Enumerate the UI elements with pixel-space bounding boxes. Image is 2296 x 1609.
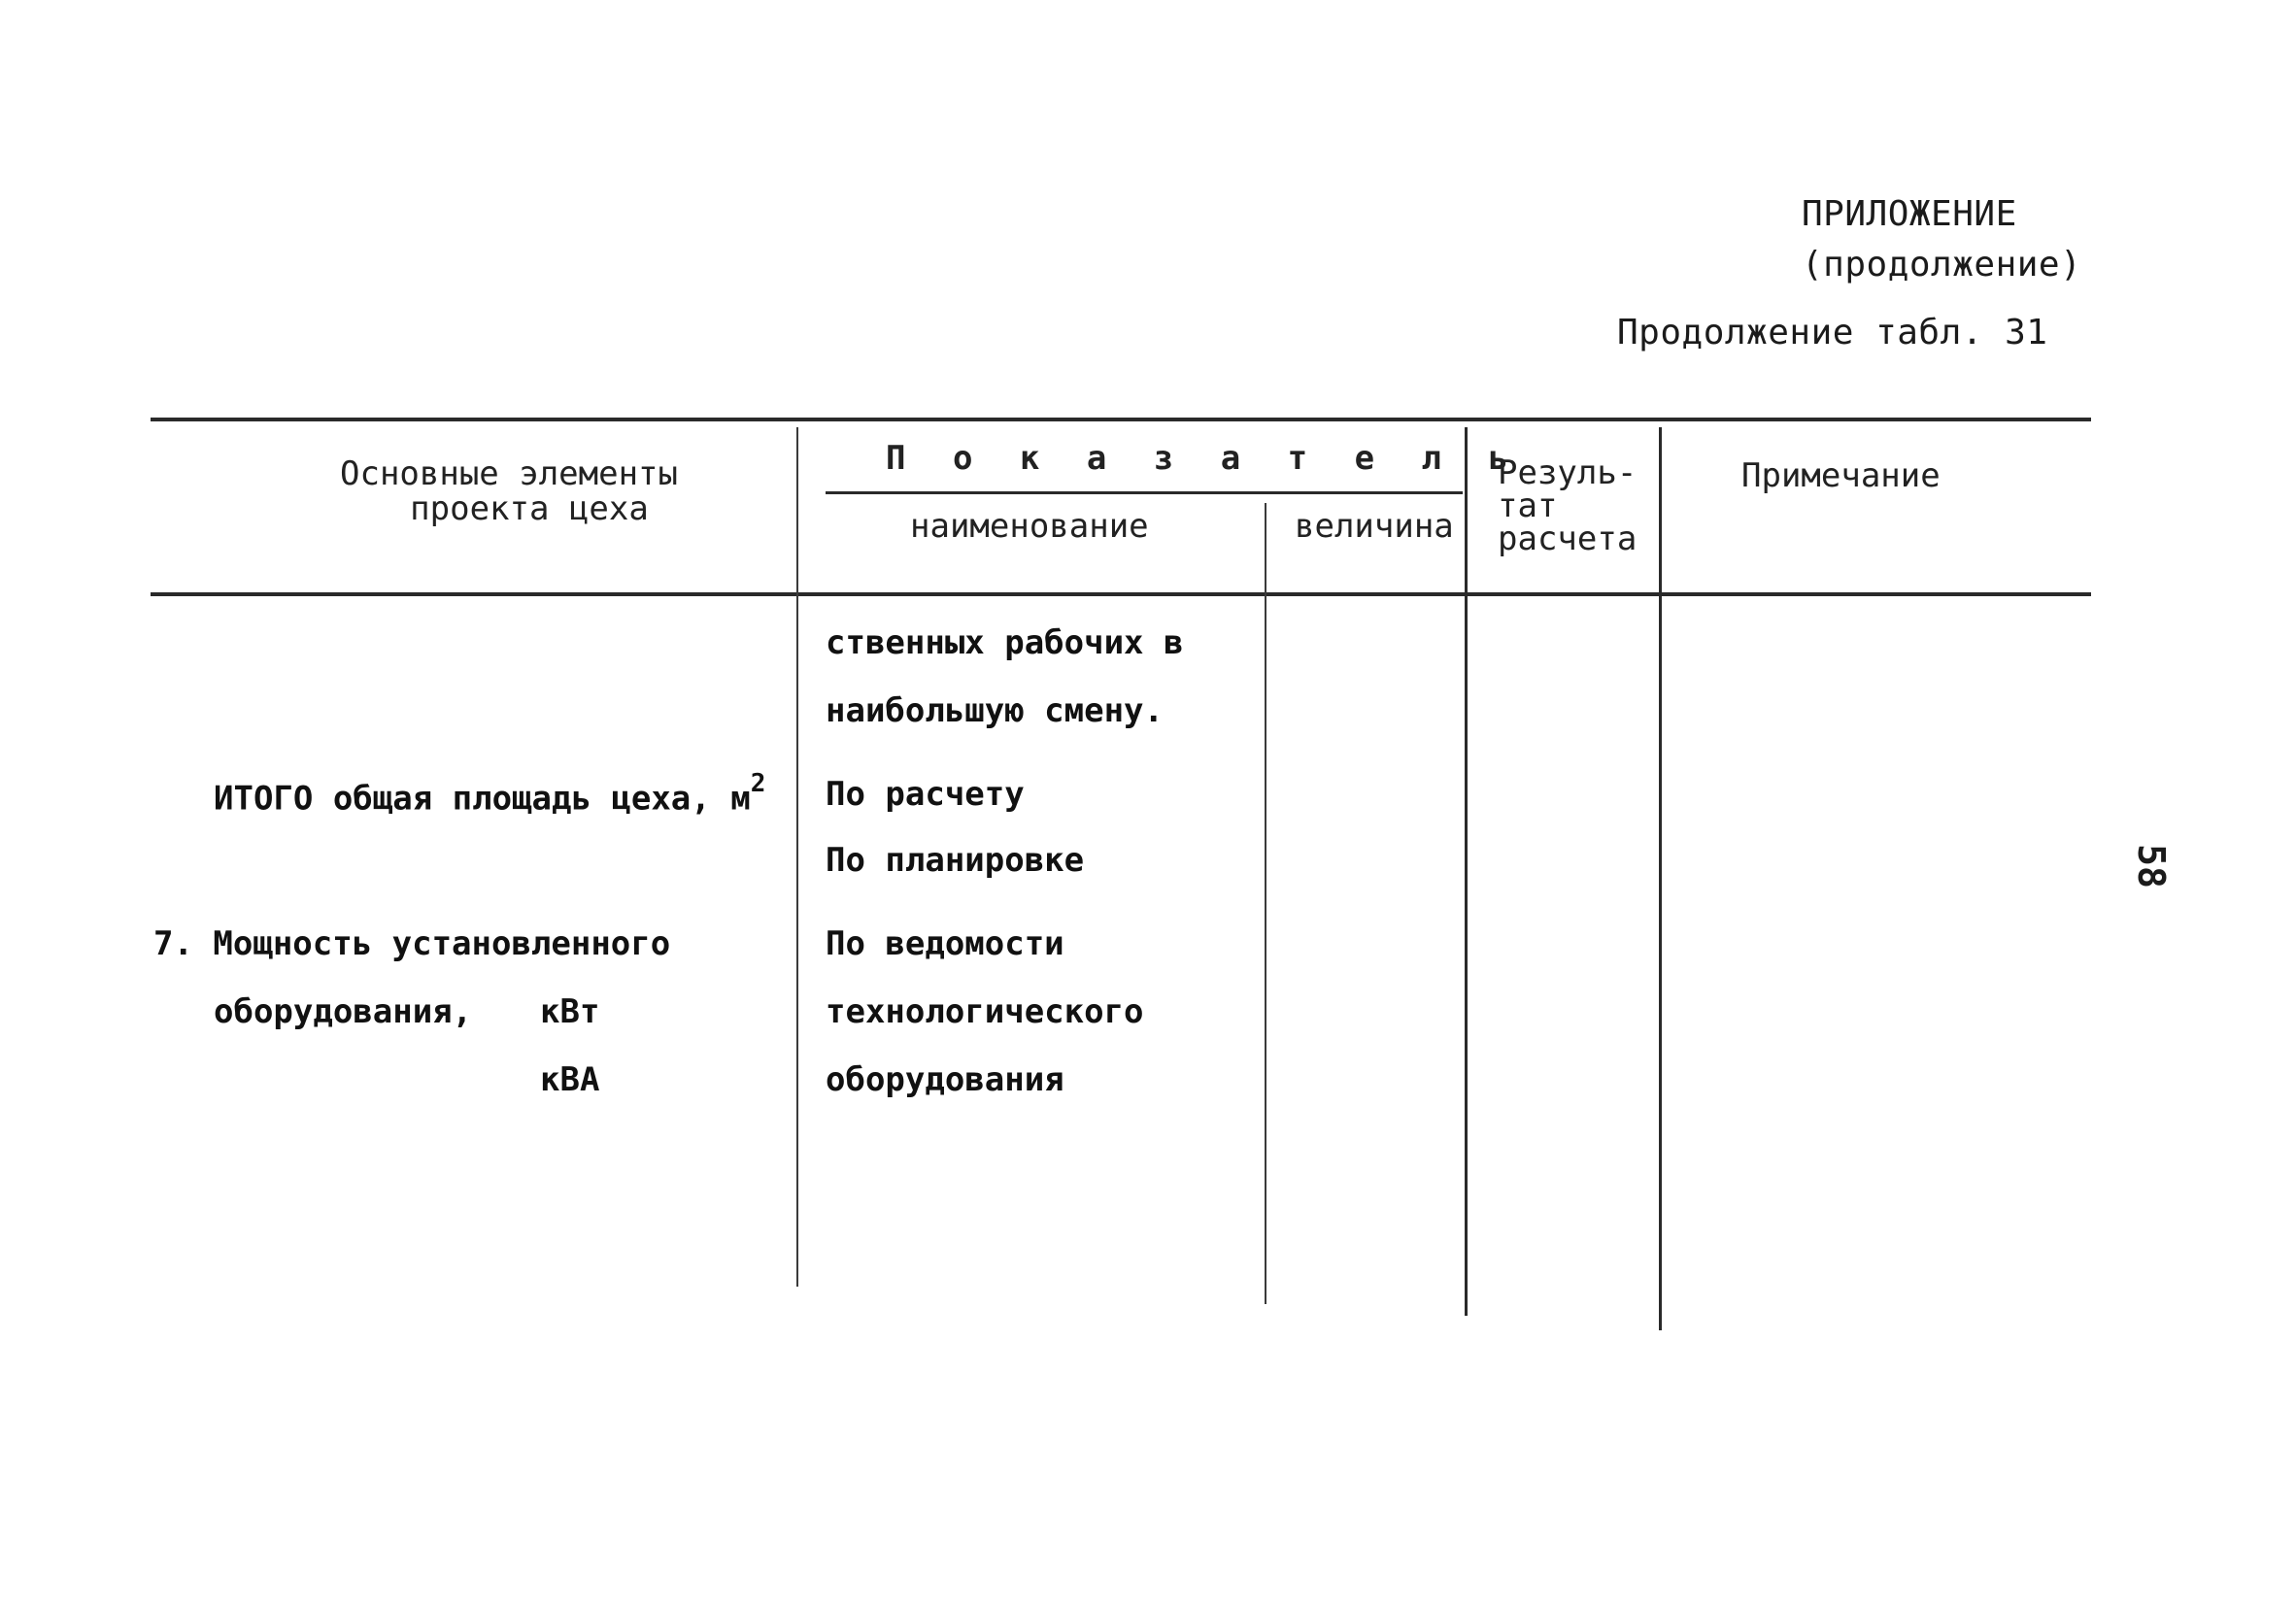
header-note: Примечание (1741, 456, 1941, 495)
column-divider-value (1465, 427, 1468, 1316)
row3-name-line1: По ведомости (826, 924, 1064, 963)
row3-element-line2: оборудования, (214, 992, 473, 1031)
row1-name-line2: наибольшую смену. (826, 691, 1164, 730)
indicator-group-rule (826, 491, 1463, 494)
header-name: наименование (910, 507, 1149, 546)
header-result-line1: Резуль- (1498, 453, 1638, 492)
header-elements-line1: Основные элементы (340, 454, 678, 493)
appendix-continuation: (продолжение) (1802, 245, 2082, 285)
header-elements (340, 456, 678, 526)
row3-element-unit-kw: кВт (540, 992, 600, 1031)
header-result-line3: расчета (1498, 520, 1638, 558)
header-result (1498, 453, 1638, 558)
column-divider-result (1659, 427, 1662, 1330)
appendix-title: ПРИЛОЖЕНИЕ (1802, 194, 2017, 234)
row2-name-line1: По расчету (826, 775, 1025, 814)
table-continuation-label: Продолжение табл. 31 (1617, 313, 2048, 352)
row3-name-line3: оборудования (826, 1060, 1064, 1099)
row3-element-unit-kva: кВА (540, 1060, 600, 1099)
row1-name-line1: ственных рабочих в (826, 623, 1184, 662)
row3-element-line1: 7. Мощность установленного (153, 924, 671, 963)
header-indicator-group: П о к а з а т е л ь (886, 439, 1522, 478)
row2-element (214, 769, 766, 819)
row2-element-text: ИТОГО общая площадь цеха, м (214, 779, 751, 819)
page-number: 58 (2129, 844, 2173, 888)
table-top-rule (151, 418, 2091, 421)
column-divider-elements (796, 427, 798, 1287)
row2-name-line2: По планировке (826, 841, 1085, 880)
column-divider-name (1265, 503, 1266, 1304)
header-value: величина (1295, 507, 1454, 546)
header-elements-line2: проекта цеха (410, 489, 649, 528)
row3-name-line2: технологического (826, 992, 1144, 1031)
row2-element-sup: 2 (750, 769, 766, 798)
table-header-bottom-rule (151, 592, 2091, 596)
header-result-line2: тат (1498, 486, 1558, 525)
